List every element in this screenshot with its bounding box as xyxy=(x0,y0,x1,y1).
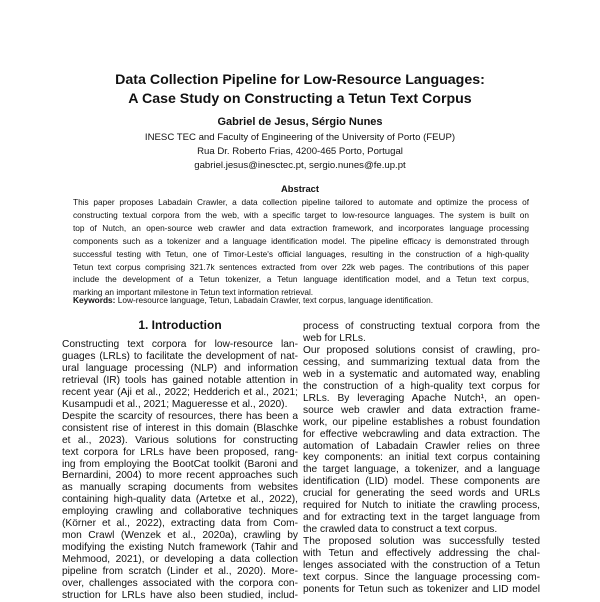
emails: gabriel.jesus@inesctec.pt, sergio.nunes@fe.up.pt xyxy=(194,160,406,171)
text-line: Constructing text corpora for low-resource lan- xyxy=(62,339,298,350)
text-line: web for LRLs. xyxy=(303,332,366,344)
text-line: source web crawler and data extraction frame- xyxy=(303,404,540,416)
text-line: identification (LID) model. These components are xyxy=(303,476,540,488)
text-line: marking an important milestone in Tetun text information retrieval. xyxy=(73,287,314,298)
text-line: Kusampudi et al., 2021; Magueresse et al., 2020). xyxy=(62,398,288,410)
text-line: et al., 2023). Various solutions for constructing xyxy=(62,434,298,446)
text-line: automation of Labadain Crawler relies on three xyxy=(303,440,540,452)
section-heading-introduction: 1. Introduction xyxy=(138,318,222,332)
text-line: recent year (Aji et al., 2022; Hedderich et al., 2021; xyxy=(62,386,298,398)
text-line: key components: an initial text corpus containing xyxy=(303,452,540,464)
text-line: ural language processing (NLP) and information xyxy=(62,362,298,374)
text-line: top of Nutch, an open-source web crawler and data extraction framework, and incorporates language processing xyxy=(73,222,529,233)
text-line: include the development of a Tetun tokenizer, a Tetun language identification model, and a Tetun text corpus, xyxy=(73,274,529,285)
text-line: retrieval (IR) tools has gained notable attention in xyxy=(62,374,298,386)
keywords xyxy=(73,295,433,305)
abstract-heading: Abstract xyxy=(280,183,320,194)
text-line: guages (LRLs) to facilitate the development of nat- xyxy=(62,350,298,362)
text-line: struction for LRLs have also been studied, includ- xyxy=(62,589,298,601)
text-line: Despite the scarcity of resources, there has been a xyxy=(62,410,298,422)
keywords-label: Keywords: xyxy=(73,295,116,305)
text-line: The proposed solution was successfully tested xyxy=(303,536,540,548)
text-line: and for extracting text in the target language from xyxy=(303,512,540,524)
text-line: the target language, a tokenizer, and a language xyxy=(303,464,540,476)
text-line: as manually scraping documents from websites xyxy=(62,482,298,494)
text-line: web in a systematic and automated way, enabling xyxy=(303,368,540,380)
text-line: consistent rise of interest in this domain (Blaschke xyxy=(62,422,298,434)
text-line: LRLs. By leveraging Apache Nutch¹, an open- xyxy=(303,392,540,404)
text-line: successful testing with Tetun, one of Timor-Leste's official languages, resulting in the construction of a high-quality xyxy=(73,248,529,259)
keywords-text: Low-resource language, Tetun, Labadain Crawler, text corpus, language identification. xyxy=(117,295,434,305)
text-line: Tetun text corpus comprising 321.7k sentences extracted from over 22k web pages. The contributions of this paper xyxy=(73,261,529,272)
paper-title-line-1: Data Collection Pipeline for Low-Resource Languages: xyxy=(115,72,485,88)
text-line: Mehmood, 2021), or developing a data collection xyxy=(62,554,298,566)
text-line: lenges associated with the construction of a Tetun xyxy=(303,560,540,571)
text-line: ponents for Tetun such as tokenizer and LID model xyxy=(303,583,540,595)
text-line: crucial for generating the seed words and URLs xyxy=(303,488,540,500)
text-line: the construction of a high-quality text corpus for xyxy=(303,380,540,392)
affiliation: INESC TEC and Faculty of Engineering of the University of Porto (FEUP) xyxy=(144,132,456,143)
text-line: for effective webcrawling and data extraction. The xyxy=(303,428,540,440)
text-line: text corpora for LRLs have been proposed, rang- xyxy=(62,446,298,458)
text-line: Our proposed solutions consist of crawling, pro- xyxy=(303,344,540,356)
text-line: modifying the existing Nutch framework (Tahir and xyxy=(62,542,298,554)
text-line: This paper proposes Labadain Crawler, a data collection pipeline tailored to automate and optimize the process of xyxy=(73,197,529,207)
text-line: required for Nutch to initiate the crawling process, xyxy=(303,500,540,512)
text-line: pipeline from scratch (Linder et al., 2020). More- xyxy=(62,566,298,578)
text-line: text corpus. Since the language processing com- xyxy=(303,571,540,583)
text-line: components such as a tokenizer and a language identification model. The pipeline efficacy is demonstrated through xyxy=(73,235,529,246)
text-line: work, our pipeline establishes a robust foundation xyxy=(303,416,540,428)
text-line: ing from employing the BootCat toolkit (Baroni and xyxy=(62,458,298,470)
text-line: Bernardini, 2004) to more recent approaches such xyxy=(62,470,298,482)
text-line: containing high-quality data (Artetxe et al., 2022), xyxy=(62,494,298,506)
authors: Gabriel de Jesus, Sérgio Nunes xyxy=(217,116,383,128)
text-line: (Körner et al., 2022), extracting data from Com- xyxy=(62,518,298,530)
text-line: employing crawling and collaborative techniques xyxy=(62,506,298,518)
paper-title-line-2: A Case Study on Constructing a Tetun Text Corpus xyxy=(128,91,472,107)
text-line: constructing textual corpora from the web, with a specific target to low-resource languages. The system is built on xyxy=(73,209,529,220)
text-line: over, challenges associated with the corpora con- xyxy=(62,578,298,589)
text-line: mon Crawl (Wenzek et al., 2020a), crawling by xyxy=(62,530,298,542)
text-line: the crawled data to construct a text corpus. xyxy=(303,524,498,536)
text-line: process of constructing textual corpora from the xyxy=(303,321,540,332)
address: Rua Dr. Roberto Frias, 4200-465 Porto, Portugal xyxy=(197,146,403,157)
text-line: with Tetun and effectively addressing the chal- xyxy=(303,548,540,560)
text-line: cessing, and summarizing textual data from the xyxy=(303,356,540,368)
